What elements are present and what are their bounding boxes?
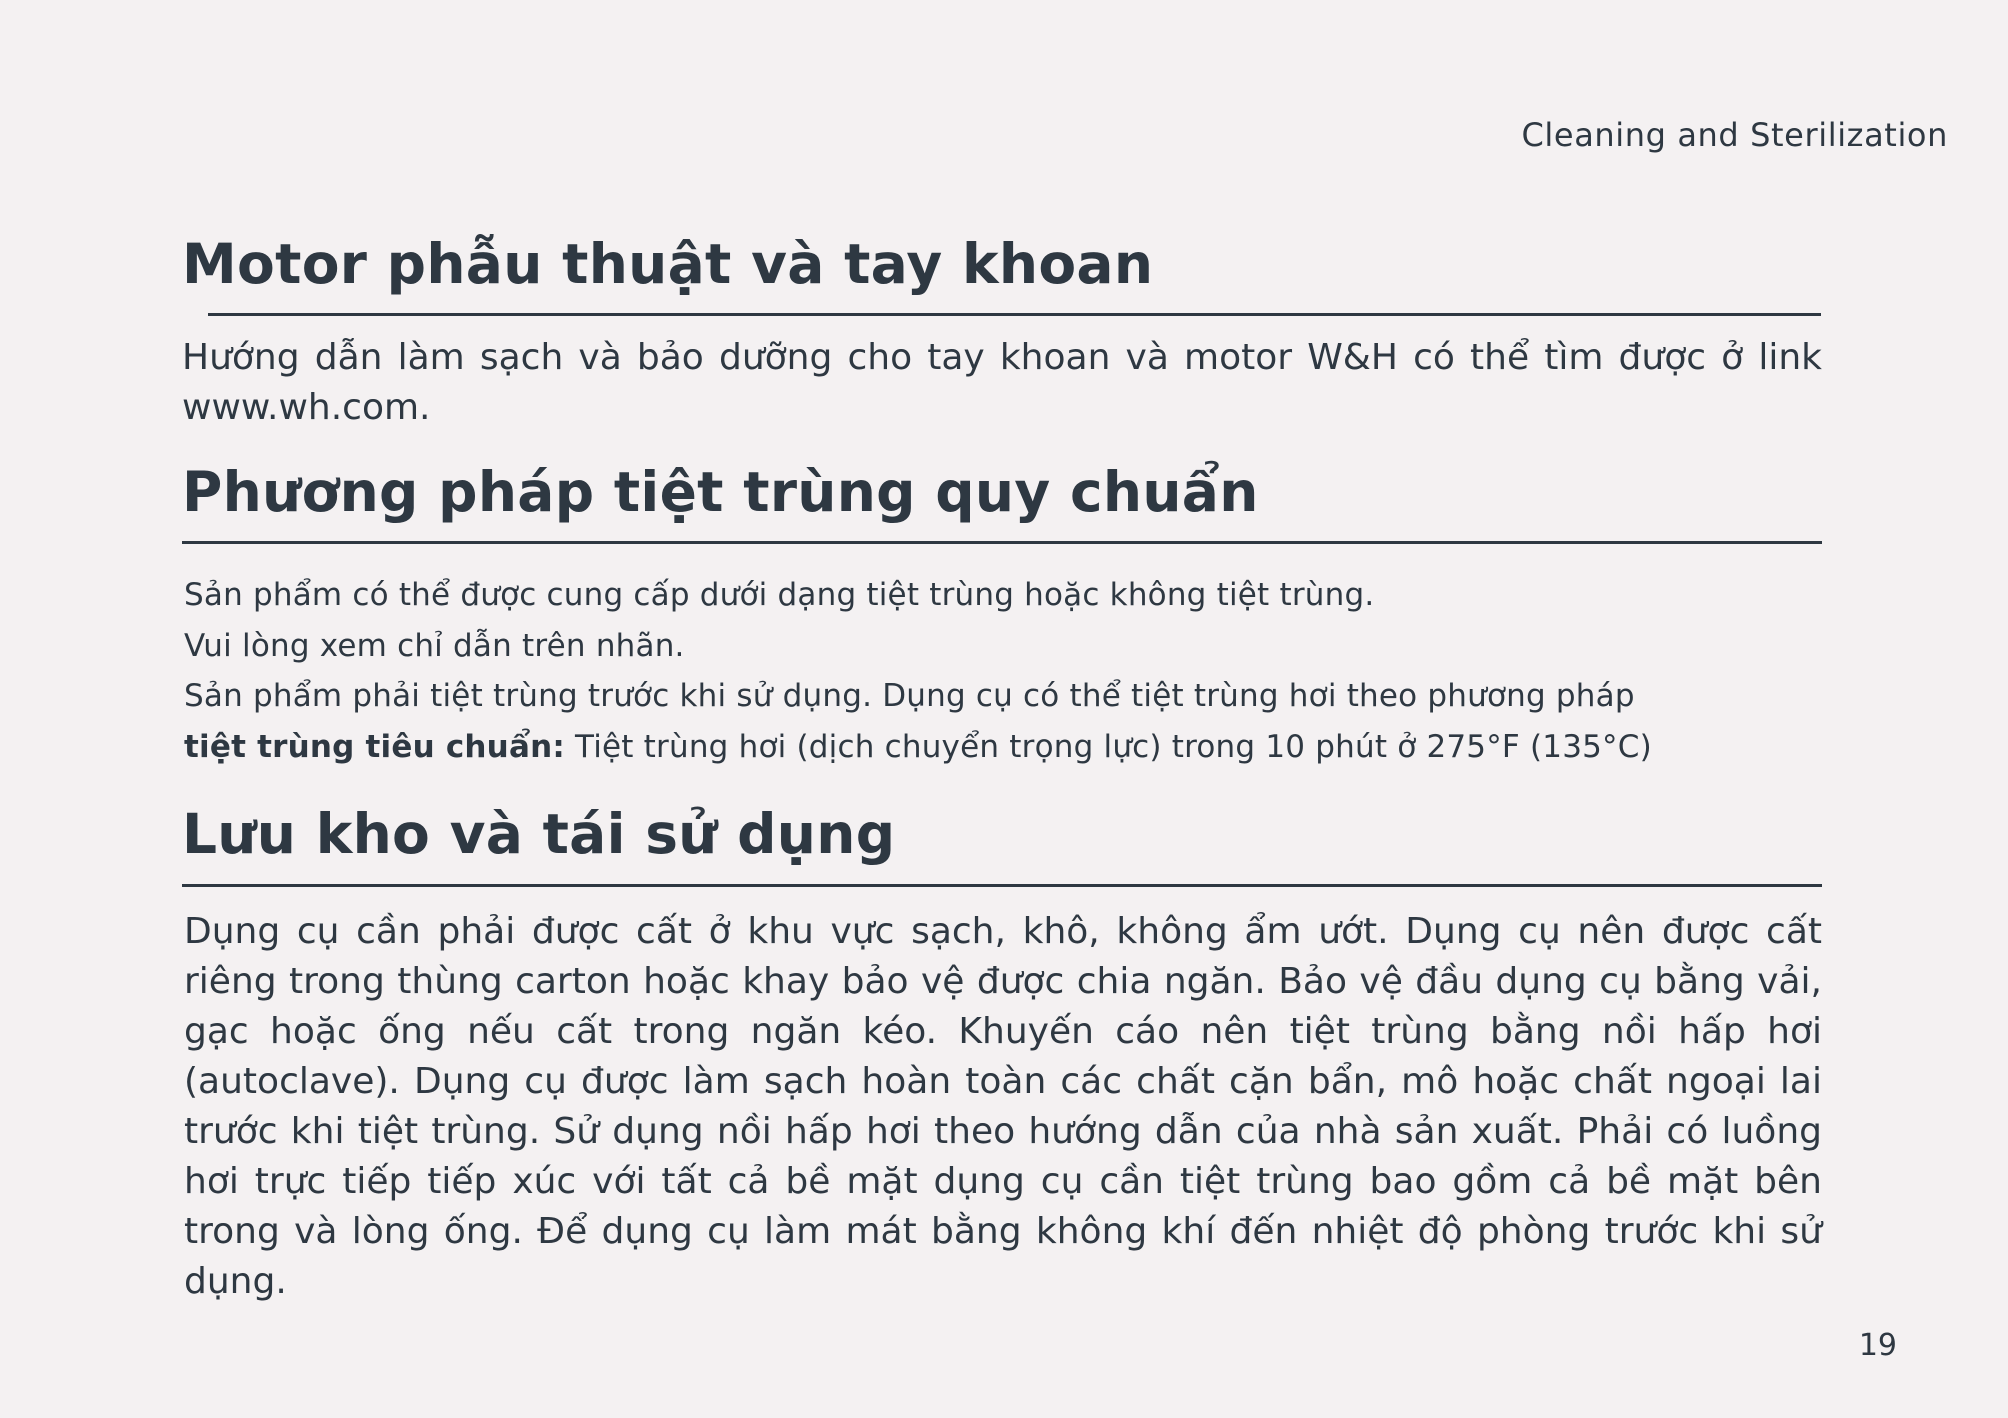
- section-divider: [208, 313, 1821, 316]
- text-line: Vui lòng xem chỉ dẫn trên nhãn.: [184, 627, 685, 664]
- text-line-continuation: Tiệt trùng hơi (dịch chuyển trọng lực) trong 10 phút ở 275°F (135°C): [564, 728, 1652, 765]
- text-line: [184, 722, 1824, 773]
- running-header: Cleaning and Sterilization: [1521, 116, 1948, 154]
- text-line: Sản phẩm phải tiệt trùng trước khi sử dụng. Dụng cụ có thể tiệt trùng hơi theo phương pháp: [184, 678, 1635, 714]
- section-title-sterilization: Phương pháp tiệt trùng quy chuẩn: [182, 460, 1259, 524]
- bold-label: tiệt trùng tiêu chuẩn:: [184, 728, 565, 765]
- page-number: 19: [1858, 1328, 1897, 1363]
- section-title-storage: Lưu kho và tái sử dụng: [182, 802, 896, 866]
- section-title-motor: Motor phẫu thuật và tay khoan: [182, 232, 1154, 296]
- text-line: Sản phẩm có thể được cung cấp dưới dạng tiệt trùng hoặc không tiệt trùng.: [184, 577, 1375, 613]
- section-body-motor: Hướng dẫn làm sạch và bảo dưỡng cho tay khoan và motor W&H có thể tìm được ở link www.wh.com.: [182, 337, 1822, 428]
- section-divider: [182, 884, 1822, 887]
- section-divider: [182, 541, 1822, 544]
- section-body-sterilization: [184, 570, 1824, 772]
- section-body-storage: Dụng cụ cần phải được cất ở khu vực sạch, khô, không ẩm ướt. Dụng cụ nên được cất riêng trong thùng carton hoặc khay bảo vệ được chia ngăn. Bảo vệ đầu dụng cụ bằng vải, gạc hoặc ống nếu cất trong ngăn kéo. Khuyến cáo nên tiệt trùng bằng nồi hấp hơi (autoclave). Dụng cụ được làm sạch hoàn toàn các chất cặn bẩn, mô hoặc chất ngoại lai trước khi tiệt trùng. Sử dụng nồi hấp hơi theo hướng dẫn của nhà sản xuất. Phải có luồng hơi trực tiếp tiếp xúc với tất cả bề mặt dụng cụ cần tiệt trùng bao gồm cả bề mặt bên trong và lòng ống. Để dụng cụ làm mát bằng không khí đến nhiệt độ phòng trước khi sử dụng.: [184, 911, 1822, 1302]
